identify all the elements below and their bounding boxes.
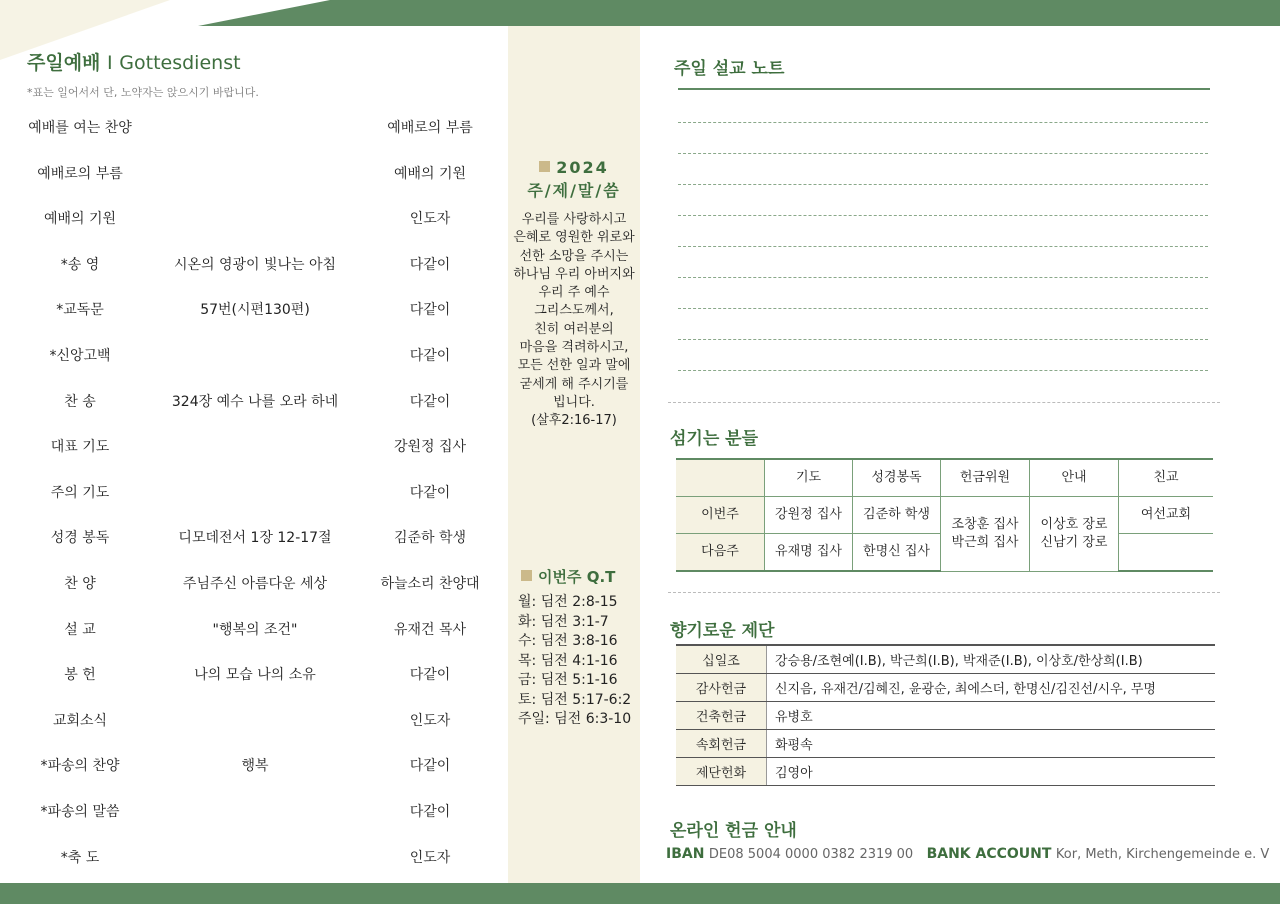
worship-item-name: *교독문 — [56, 302, 104, 319]
iban-label: IBAN — [666, 846, 705, 862]
bank-account-value: Kor, Meth, Kirchengemeinde e. V — [1055, 847, 1270, 862]
qt-item: 주일: 딤전 6:3-10 — [518, 711, 632, 727]
worship-item-leader: 다같이 — [409, 393, 451, 410]
worship-item-content: 시온의 영광이 빛나는 아침 — [173, 256, 337, 273]
worship-item-content: "행복의 조건" — [212, 621, 298, 638]
servants-header-offering: 헌금위원 — [941, 459, 1030, 497]
worship-item — [0, 650, 508, 696]
bank-info — [666, 846, 1269, 862]
worship-item-leader: 김준하 학생 — [393, 530, 467, 547]
servants-corner — [676, 459, 765, 497]
worship-item-name: 설 교 — [64, 621, 96, 638]
verse-line: 친히 여러분의 — [534, 321, 614, 337]
servants-fellowship: 여선교회 — [1119, 497, 1214, 534]
qt-heading-text: 이번주 Q.T — [538, 568, 616, 586]
worship-item — [0, 331, 508, 377]
qt-block — [508, 566, 640, 730]
table-row — [676, 758, 1215, 786]
offerings-title: 향기로운 제단 — [670, 621, 775, 641]
theme-heading: 주/제/말/씀 — [527, 181, 621, 200]
info-panel — [640, 26, 1280, 883]
worship-item-name: 주의 기도 — [50, 484, 110, 501]
worship-item-content: 주님주신 아름다운 세상 — [182, 576, 328, 592]
theme-year-text: 2024 — [556, 158, 609, 177]
qt-heading — [508, 566, 640, 587]
worship-item-name: 예배의 기원 — [43, 211, 117, 228]
worship-item — [0, 833, 508, 879]
worship-item-name: 찬 송 — [64, 393, 96, 410]
worship-item-leader: 예배의 기원 — [393, 165, 467, 182]
worship-item-leader: 다같이 — [409, 302, 451, 319]
note-line — [678, 153, 1208, 154]
note-line — [678, 308, 1208, 309]
qt-item: 월: 딤전 2:8-15 — [518, 594, 618, 610]
worship-item-leader: 인도자 — [409, 849, 451, 866]
servants-this-week-reading: 김준하 학생 — [853, 497, 941, 534]
note-line — [678, 184, 1208, 185]
bottom-banner — [0, 883, 1280, 904]
servants-next-fellowship — [1119, 534, 1214, 572]
worship-title-separator: I — [107, 52, 113, 74]
note-line — [678, 370, 1208, 371]
worship-item-name: 대표 기도 — [50, 439, 110, 456]
qt-item: 토: 딤전 5:17-6:2 — [518, 691, 632, 708]
worship-item-leader: 하늘소리 찬양대 — [380, 576, 480, 592]
worship-item-content: 324장 예수 나를 오라 하네 — [171, 393, 339, 410]
offering-value: 유병호 — [767, 702, 1216, 730]
worship-title-ko: 주일예배 — [27, 52, 101, 74]
worship-item-content: 57번(시편130편) — [200, 302, 310, 319]
servants-header-prayer: 기도 — [765, 459, 853, 497]
offering-label: 감사헌금 — [676, 674, 767, 702]
servants-title: 섬기는 분들 — [670, 429, 759, 449]
servants-this-week-prayer: 강원정 집사 — [765, 497, 853, 534]
verse-line: 모든 선한 일과 말에 — [517, 358, 631, 374]
worship-item-name: *신앙고백 — [49, 348, 111, 364]
online-giving-title: 온라인 헌금 안내 — [670, 821, 797, 841]
worship-item-name: *파송의 말씀 — [40, 804, 120, 820]
table-row — [676, 645, 1215, 674]
worship-item-name: 예배로의 부름 — [37, 165, 123, 182]
verse-line: 선한 소망을 주시는 — [519, 248, 629, 264]
note-line — [678, 215, 1208, 216]
qt-item: 화: 딤전 3:1-7 — [518, 613, 609, 630]
offering-label: 제단헌화 — [676, 758, 767, 786]
usher-member: 신남기 장로 — [1040, 534, 1108, 550]
worship-item-name: 성경 봉독 — [50, 530, 110, 547]
offering-value: 화평속 — [767, 730, 1216, 758]
worship-item — [0, 741, 508, 787]
worship-note: *표는 일어서서 단, 노약자는 앉으시기 바랍니다. — [27, 86, 259, 99]
offering-value: 강승용/조현예(I.B), 박근희(I.B), 박재준(I.B), 이상호/한상희(I.B) — [767, 645, 1216, 674]
worship-item-leader: 다같이 — [409, 667, 451, 684]
square-bullet-icon — [539, 161, 550, 172]
theme-year — [508, 158, 640, 177]
verse-line: 우리를 사랑하시고 — [521, 212, 627, 227]
servants-header-fellowship: 친교 — [1119, 459, 1214, 497]
worship-title — [27, 48, 241, 75]
offering-value: 김영아 — [767, 758, 1216, 786]
worship-item — [0, 513, 508, 559]
qt-item: 수: 딤전 3:8-16 — [518, 633, 618, 649]
worship-item-leader: 유재건 목사 — [393, 621, 467, 638]
table-row — [676, 730, 1215, 758]
note-line — [678, 277, 1208, 278]
worship-title-en: Gottesdienst — [119, 52, 241, 74]
offering-label: 속회헌금 — [676, 730, 767, 758]
worship-item-name: 교회소식 — [52, 712, 108, 729]
servants-table — [676, 458, 1213, 572]
offering-label: 십일조 — [676, 645, 767, 674]
verse-line: 하나님 우리 아버지와 — [513, 266, 635, 282]
worship-item-leader: 인도자 — [409, 712, 451, 729]
worship-item-name: *축 도 — [60, 849, 100, 866]
verse-line: 굳세게 해 주시기를 — [519, 376, 629, 392]
servants-this-week-label: 이번주 — [676, 497, 765, 534]
offering-value: 신지음, 유재건/김혜진, 윤광순, 최에스더, 한명신/김진선/시우, 무명 — [767, 674, 1216, 702]
worship-item-name: 찬 양 — [64, 576, 96, 592]
worship-item — [0, 103, 508, 149]
iban-value: DE08 5004 0000 0382 2319 00 — [708, 847, 914, 862]
section-divider — [668, 402, 1220, 403]
worship-item-name: 예배를 여는 찬양 — [28, 120, 132, 136]
worship-item-name: *파송의 찬양 — [40, 758, 120, 775]
theme-reference: (살후2:16-17) — [531, 413, 617, 429]
worship-item-leader: 다같이 — [409, 804, 451, 820]
theme-verse — [508, 211, 640, 412]
note-line — [678, 246, 1208, 247]
theme-block — [508, 158, 640, 431]
offerings-table — [676, 644, 1215, 786]
note-line — [678, 339, 1208, 340]
usher-member: 이상호 장로 — [1040, 516, 1108, 532]
worship-item-leader: 다같이 — [409, 348, 451, 364]
worship-item-leader: 다같이 — [409, 256, 451, 273]
sermon-note-title: 주일 설교 노트 — [674, 59, 785, 79]
worship-item — [0, 194, 508, 240]
qt-item: 금: 딤전 5:1-16 — [518, 672, 618, 688]
verse-line: 은혜로 영원한 위로와 — [513, 230, 635, 246]
qt-list — [508, 593, 640, 730]
note-line — [678, 122, 1208, 123]
worship-item-name: *송 영 — [60, 256, 100, 273]
qt-item: 목: 딤전 4:1-16 — [518, 652, 618, 669]
verse-line: 마음을 격려하시고, — [519, 340, 629, 356]
bank-account-label: BANK ACCOUNT — [926, 846, 1052, 862]
section-divider — [668, 592, 1220, 593]
square-bullet-icon — [521, 570, 532, 581]
worship-item — [0, 559, 508, 605]
table-row — [676, 702, 1215, 730]
offering-label: 건축헌금 — [676, 702, 767, 730]
worship-item — [0, 377, 508, 423]
sermon-note-top-line — [678, 88, 1210, 90]
verse-line: 우리 주 예수 — [538, 285, 610, 301]
servants-next-week-label: 다음주 — [676, 534, 765, 572]
worship-item — [0, 149, 508, 195]
table-row — [676, 459, 1213, 497]
worship-item — [0, 468, 508, 514]
verse-line: 빕니다. — [553, 394, 595, 410]
offering-team-member: 박근희 집사 — [951, 534, 1019, 550]
worship-item-content: 나의 모습 나의 소유 — [194, 667, 316, 684]
worship-item — [0, 696, 508, 742]
worship-item-leader: 다같이 — [409, 484, 451, 501]
worship-item — [0, 285, 508, 331]
servants-next-week-prayer: 유재명 집사 — [765, 534, 853, 572]
worship-item-name: 봉 헌 — [64, 667, 96, 684]
worship-item-leader: 강원정 집사 — [393, 439, 467, 456]
worship-item — [0, 787, 508, 833]
servants-header-reading: 성경봉독 — [853, 459, 941, 497]
table-row — [676, 674, 1215, 702]
worship-item-leader: 예배로의 부름 — [387, 120, 473, 136]
servants-offering-team — [941, 497, 1030, 572]
worship-item — [0, 605, 508, 651]
servants-header-usher: 안내 — [1030, 459, 1119, 497]
verse-line: 그리스도께서, — [534, 303, 614, 319]
worship-item-leader: 인도자 — [409, 211, 451, 228]
worship-item-content: 행복 — [241, 758, 269, 775]
servants-next-week-reading: 한명신 집사 — [853, 534, 941, 572]
theme-panel — [508, 26, 640, 883]
worship-item-content: 디모데전서 1장 12-17절 — [178, 530, 332, 547]
worship-item — [0, 240, 508, 286]
servants-ushers — [1030, 497, 1119, 572]
worship-item-leader: 다같이 — [409, 758, 451, 775]
offering-team-member: 조창훈 집사 — [951, 516, 1019, 532]
table-row — [676, 497, 1213, 534]
worship-item — [0, 422, 508, 468]
